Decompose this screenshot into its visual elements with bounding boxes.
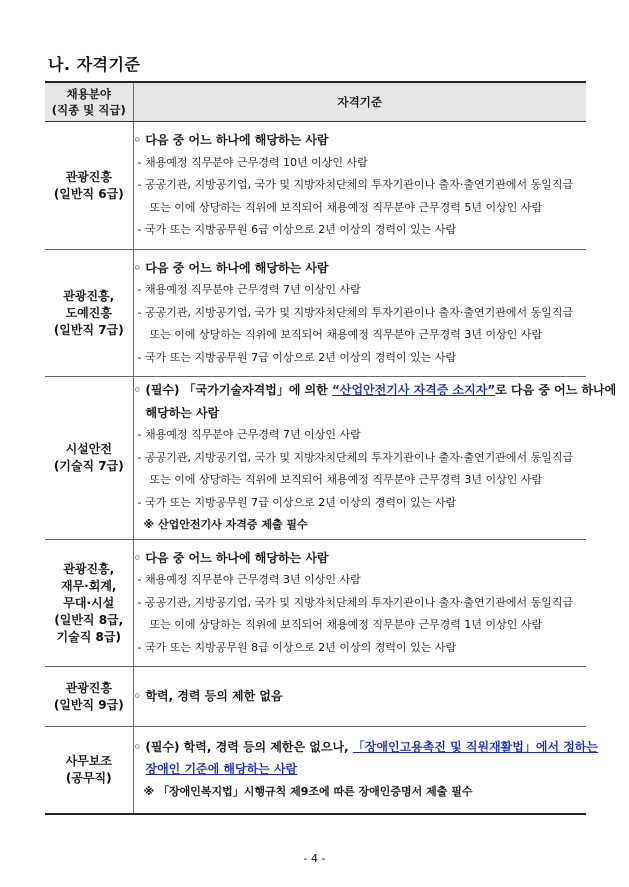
- criteria-lead: ◦ 다음 중 어느 하나에 해당하는 사람: [133, 260, 329, 275]
- header-field-line1: 채용분야: [66, 87, 111, 101]
- field-line: 기술직 8급): [56, 629, 121, 644]
- header-field: [45, 82, 133, 122]
- criteria-item: - 국가 또는 지방공무원 6급 이상으로 2년 이상의 경력이 있는 사람: [137, 223, 457, 237]
- field-line: 사무보조: [65, 753, 112, 768]
- qualification-table: [45, 81, 617, 815]
- field-line: (일반직 6급): [53, 186, 124, 201]
- criteria-lead: [133, 736, 598, 759]
- criteria-item: - 공공기관, 지방공기업, 국가 및 지방자치단체의 투자기관이나 출자·출연기관에서 동일직급: [137, 450, 574, 464]
- table-row: [45, 727, 586, 814]
- criteria-lead-post: 로 다음 중 어느 하나에: [495, 382, 617, 397]
- criteria-item: 또는 이에 상당하는 직위에 보직되어 채용예정 직무분야 근무경력 3년 이상인 사람: [149, 328, 543, 342]
- criteria-lead-line2: [134, 758, 587, 781]
- criteria-lead: ◦ 학력, 경력 등의 제한 없음: [133, 689, 283, 704]
- field-line: (일반직 9급): [53, 697, 124, 712]
- field-line: 관광진흥,: [63, 561, 115, 576]
- field-line: 시설안전: [65, 442, 112, 456]
- criteria-item: 또는 이에 상당하는 직위에 보직되어 채용예정 직무분야 근무경력 3년 이상인 사람: [149, 473, 543, 487]
- criteria-cell: [133, 122, 586, 250]
- field-line: (기술직 7급): [53, 459, 124, 473]
- criteria-item: - 국가 또는 지방공무원 7급 이상으로 2년 이상의 경력이 있는 사람: [137, 495, 457, 509]
- table-row: [45, 667, 586, 727]
- certificate-highlight: “산업안전기사 자격증 소지자”: [331, 382, 496, 397]
- criteria-lead-pre: ◦ (필수) 학력, 경력 등의 제한은 없으나,: [133, 739, 353, 754]
- field-line: 관광진흥,: [63, 288, 115, 303]
- header-criteria: 자격기준: [133, 82, 586, 122]
- criteria-note: ※ 산업안전기사 자격증 제출 필수: [143, 518, 308, 532]
- field-cell: [45, 377, 133, 540]
- criteria-item: - 국가 또는 지방공무원 7급 이상으로 2년 이상의 경력이 있는 사람: [137, 350, 457, 364]
- criteria-item: - 채용예정 직무분야 근무경력 3년 이상인 사람: [137, 573, 361, 587]
- table-row: [45, 377, 586, 540]
- table-row: [45, 540, 586, 667]
- criteria-item: - 국가 또는 지방공무원 8급 이상으로 2년 이상의 경력이 있는 사람: [137, 640, 457, 654]
- table-header-row: [45, 82, 586, 122]
- page-number: - 4 -: [303, 852, 326, 865]
- table-row: [45, 122, 586, 250]
- criteria-lead: [133, 379, 617, 402]
- field-cell: [45, 667, 133, 727]
- section-title: 나. 자격기준: [48, 55, 141, 74]
- criteria-lead-line2: 해당하는 사람: [145, 405, 220, 420]
- criteria-item: - 공공기관, 지방공기업, 국가 및 지방자치단체의 투자기관이나 출자·출연기관에서 동일직급: [137, 305, 574, 319]
- criteria-cell: [133, 667, 586, 727]
- criteria-item: - 채용예정 직무분야 근무경력 7년 이상인 사람: [137, 283, 361, 297]
- field-cell: [45, 250, 133, 377]
- field-line: 도예진흥: [65, 305, 112, 320]
- criteria-item: - 공공기관, 지방공기업, 국가 및 지방자치단체의 투자기관이나 출자·출연기관에서 동일직급: [137, 178, 574, 192]
- criteria-cell: [133, 540, 586, 667]
- criteria-item: - 공공기관, 지방공기업, 국가 및 지방자치단체의 투자기관이나 출자·출연기관에서 동일직급: [137, 595, 574, 609]
- field-line: 관광진흥: [65, 169, 112, 184]
- field-line: 재무·회계,: [61, 578, 117, 593]
- law-highlight: 「장애인고용촉진 및 직원재활법」에서 정하는: [352, 739, 598, 754]
- criteria-cell: [133, 250, 586, 377]
- criteria-item: - 채용예정 직무분야 근무경력 7년 이상인 사람: [137, 428, 361, 442]
- criteria-lead-pre: ◦ (필수) 「국가기술자격법」에 의한: [133, 382, 332, 397]
- law-highlight-cont: 장애인 기준에 해당하는 사람: [145, 762, 298, 777]
- criteria-lead: ◦ 다음 중 어느 하나에 해당하는 사람: [133, 550, 329, 565]
- field-cell: [45, 727, 133, 814]
- criteria-lead: ◦ 다음 중 어느 하나에 해당하는 사람: [133, 133, 329, 148]
- criteria-note: ※ 「장애인복지법」시행규칙 제9조에 따른 장애인증명서 제출 필수: [143, 785, 473, 799]
- field-cell: [45, 540, 133, 667]
- criteria-item: - 채용예정 직무분야 근무경력 10년 이상인 사람: [137, 155, 368, 169]
- table-row: [45, 250, 586, 377]
- criteria-cell: [133, 727, 598, 814]
- criteria-item: 또는 이에 상당하는 직위에 보직되어 채용예정 직무분야 근무경력 1년 이상인 사람: [149, 618, 543, 632]
- field-line: 무대·시설: [63, 595, 115, 610]
- field-line: (일반직 8급,: [54, 612, 124, 627]
- field-line: (공무직): [65, 770, 112, 785]
- header-field-line2: (직종 및 직급): [51, 103, 126, 117]
- criteria-item: 또는 이에 상당하는 직위에 보직되어 채용예정 직무분야 근무경력 5년 이상인 사람: [149, 200, 543, 214]
- criteria-cell: [133, 377, 617, 540]
- field-line: 관광진흥: [65, 680, 112, 695]
- field-line: (일반직 7급): [53, 322, 124, 337]
- field-cell: [45, 122, 133, 250]
